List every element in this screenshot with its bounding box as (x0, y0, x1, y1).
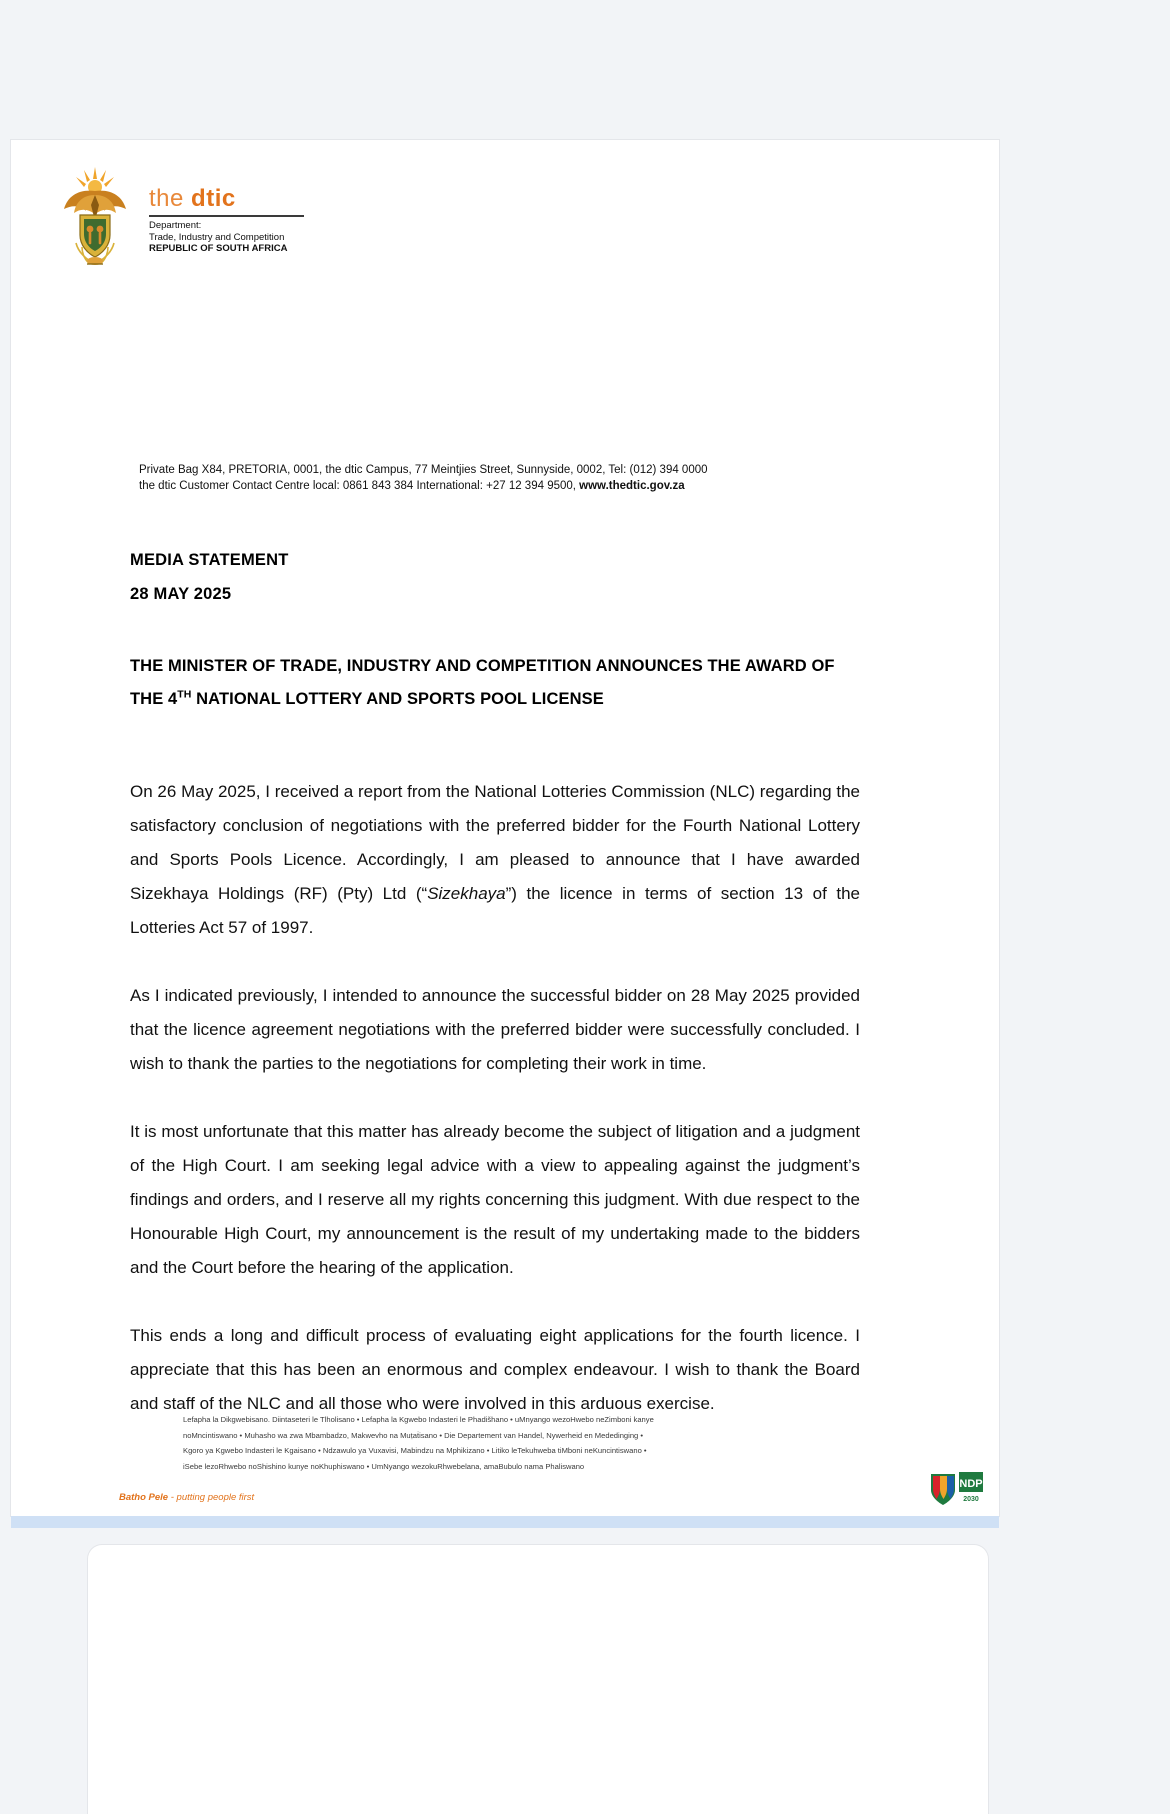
paragraph-3: It is most unfortunate that this matter has already become the subject of litigation and a judgment of the High Court. I am seeking legal advice with a view to appealing against the judgment’s findings and orders, and I reserve all my rights concerning this judgment. With due respect to the Honourable High Court, my announcement is the result of my undertaking made to the bidders and the Court before the hearing of the application. (130, 1122, 860, 1277)
brand-word-the: the (149, 185, 184, 212)
paragraph-4: This ends a long and difficult process of evaluating eight applications for the fourth licence. I appreciate that this has been an enormous and complex endeavour. I wish to thank the Board and staff of the NLC and all those who were involved in this arduous exercise. (130, 1326, 860, 1413)
document-page (11, 140, 999, 1516)
svg-text:NDP: NDP (959, 1478, 983, 1490)
website-url: www.thedtic.gov.za (579, 480, 685, 492)
address-line-2: the dtic Customer Contact Centre local: 0861 843 384 International: +27 12 394 9500, (139, 480, 580, 492)
statement-date: 28 MAY 2025 (130, 585, 232, 603)
title-part-2: NATIONAL LOTTERY AND SPORTS POOL LICENSE (191, 690, 604, 708)
brand-word-dt: dt (191, 185, 215, 212)
next-page-sheet (88, 1545, 988, 1814)
footer-language-line-2: noMncintiswano • Muhasho wa zwa Mbambadzo, Makwevho na Muṭaṫisano • Die Departement van Handel, Nywerheid en Mededinging • (183, 1430, 644, 1440)
paragraph-1-a: On 26 May 2025, I received a report from the National Lotteries Commission (NLC) regarding the satisfactory conclusion of negotiations with the preferred bidder for the Fourth National Lottery and Sports Pools Licence. Accordingly, I am pleased to announce that I have awarded Sizekhaya Holdings (RF) (Pty) Ltd (“ (130, 782, 860, 903)
footer-language-line-1: Lefapha la Dikgwebisano. Diintaseteri le Tlholisano • Lefapha la Kgwebo Indasteri le Phadišhano • uMnyango wezoHwebo neZimboni kanye (183, 1415, 654, 1424)
svg-text:2030: 2030 (963, 1496, 979, 1503)
brand-word-ic: ic (214, 185, 236, 212)
wordmark-divider (149, 215, 304, 217)
paragraph-1-b: ”) the licence in terms of section 13 of the Lotteries Act 57 of 1997. (130, 884, 860, 937)
sizekhaya-emphasis: Sizekhaya (427, 884, 506, 903)
south-africa-coat-of-arms-icon (56, 165, 134, 269)
paragraph-2: As I indicated previously, I intended to announce the successful bidder on 28 May 2025 provided that the licence agreement negotiations with the preferred bidder were successfully concluded. I wish to thank the parties to the negotiations for completing their work in time. (130, 986, 860, 1073)
media-statement-label: MEDIA STATEMENT (130, 551, 289, 569)
title-ordinal-suffix: TH (177, 688, 192, 701)
address-block (139, 462, 708, 494)
footer-language-line-3: Kgoro ya Kgwebo Indasteri le Kgaisano • Ndzawulo ya Vuxavisi, Mabindzu na Mphikizano • Litiko leTekuhweba tiMboni neKuncintiswano • (183, 1446, 647, 1455)
viewer-bottom-strip (11, 1516, 999, 1528)
batho-pele-tail: - putting people first (168, 1492, 255, 1503)
department-label: Department: (149, 220, 202, 231)
batho-pele-bold: Batho Pele (119, 1492, 169, 1503)
footer-language-line-4: iSebe lezoRhwebo noShishino kunye noKhuphiswano • UmNyango wezokuRhwebelana, amaBubulo nama Phaliswano (183, 1461, 585, 1471)
paragraph-1 (130, 775, 860, 945)
dtic-wordmark (149, 165, 304, 255)
republic-line: REPUBLIC OF SOUTH AFRICA (149, 243, 288, 254)
footer-language-list (183, 1412, 783, 1474)
address-line-1: Private Bag X84, PRETORIA, 0001, the dtic Campus, 77 Meintjies Street, Sunnyside, 0002, Tel: (012) 394 0000 (139, 464, 708, 476)
page-title (130, 650, 862, 716)
title-part-1: THE MINISTER OF TRADE, INDUSTRY AND COMPETITION ANNOUNCES THE AWARD OF THE 4 (130, 657, 835, 708)
national-development-plan-logo-icon (929, 1468, 985, 1512)
document-body (130, 775, 860, 1421)
department-name: Trade, Industry and Competition (149, 231, 285, 243)
letterhead (56, 165, 304, 269)
batho-pele-tagline (119, 1492, 254, 1503)
